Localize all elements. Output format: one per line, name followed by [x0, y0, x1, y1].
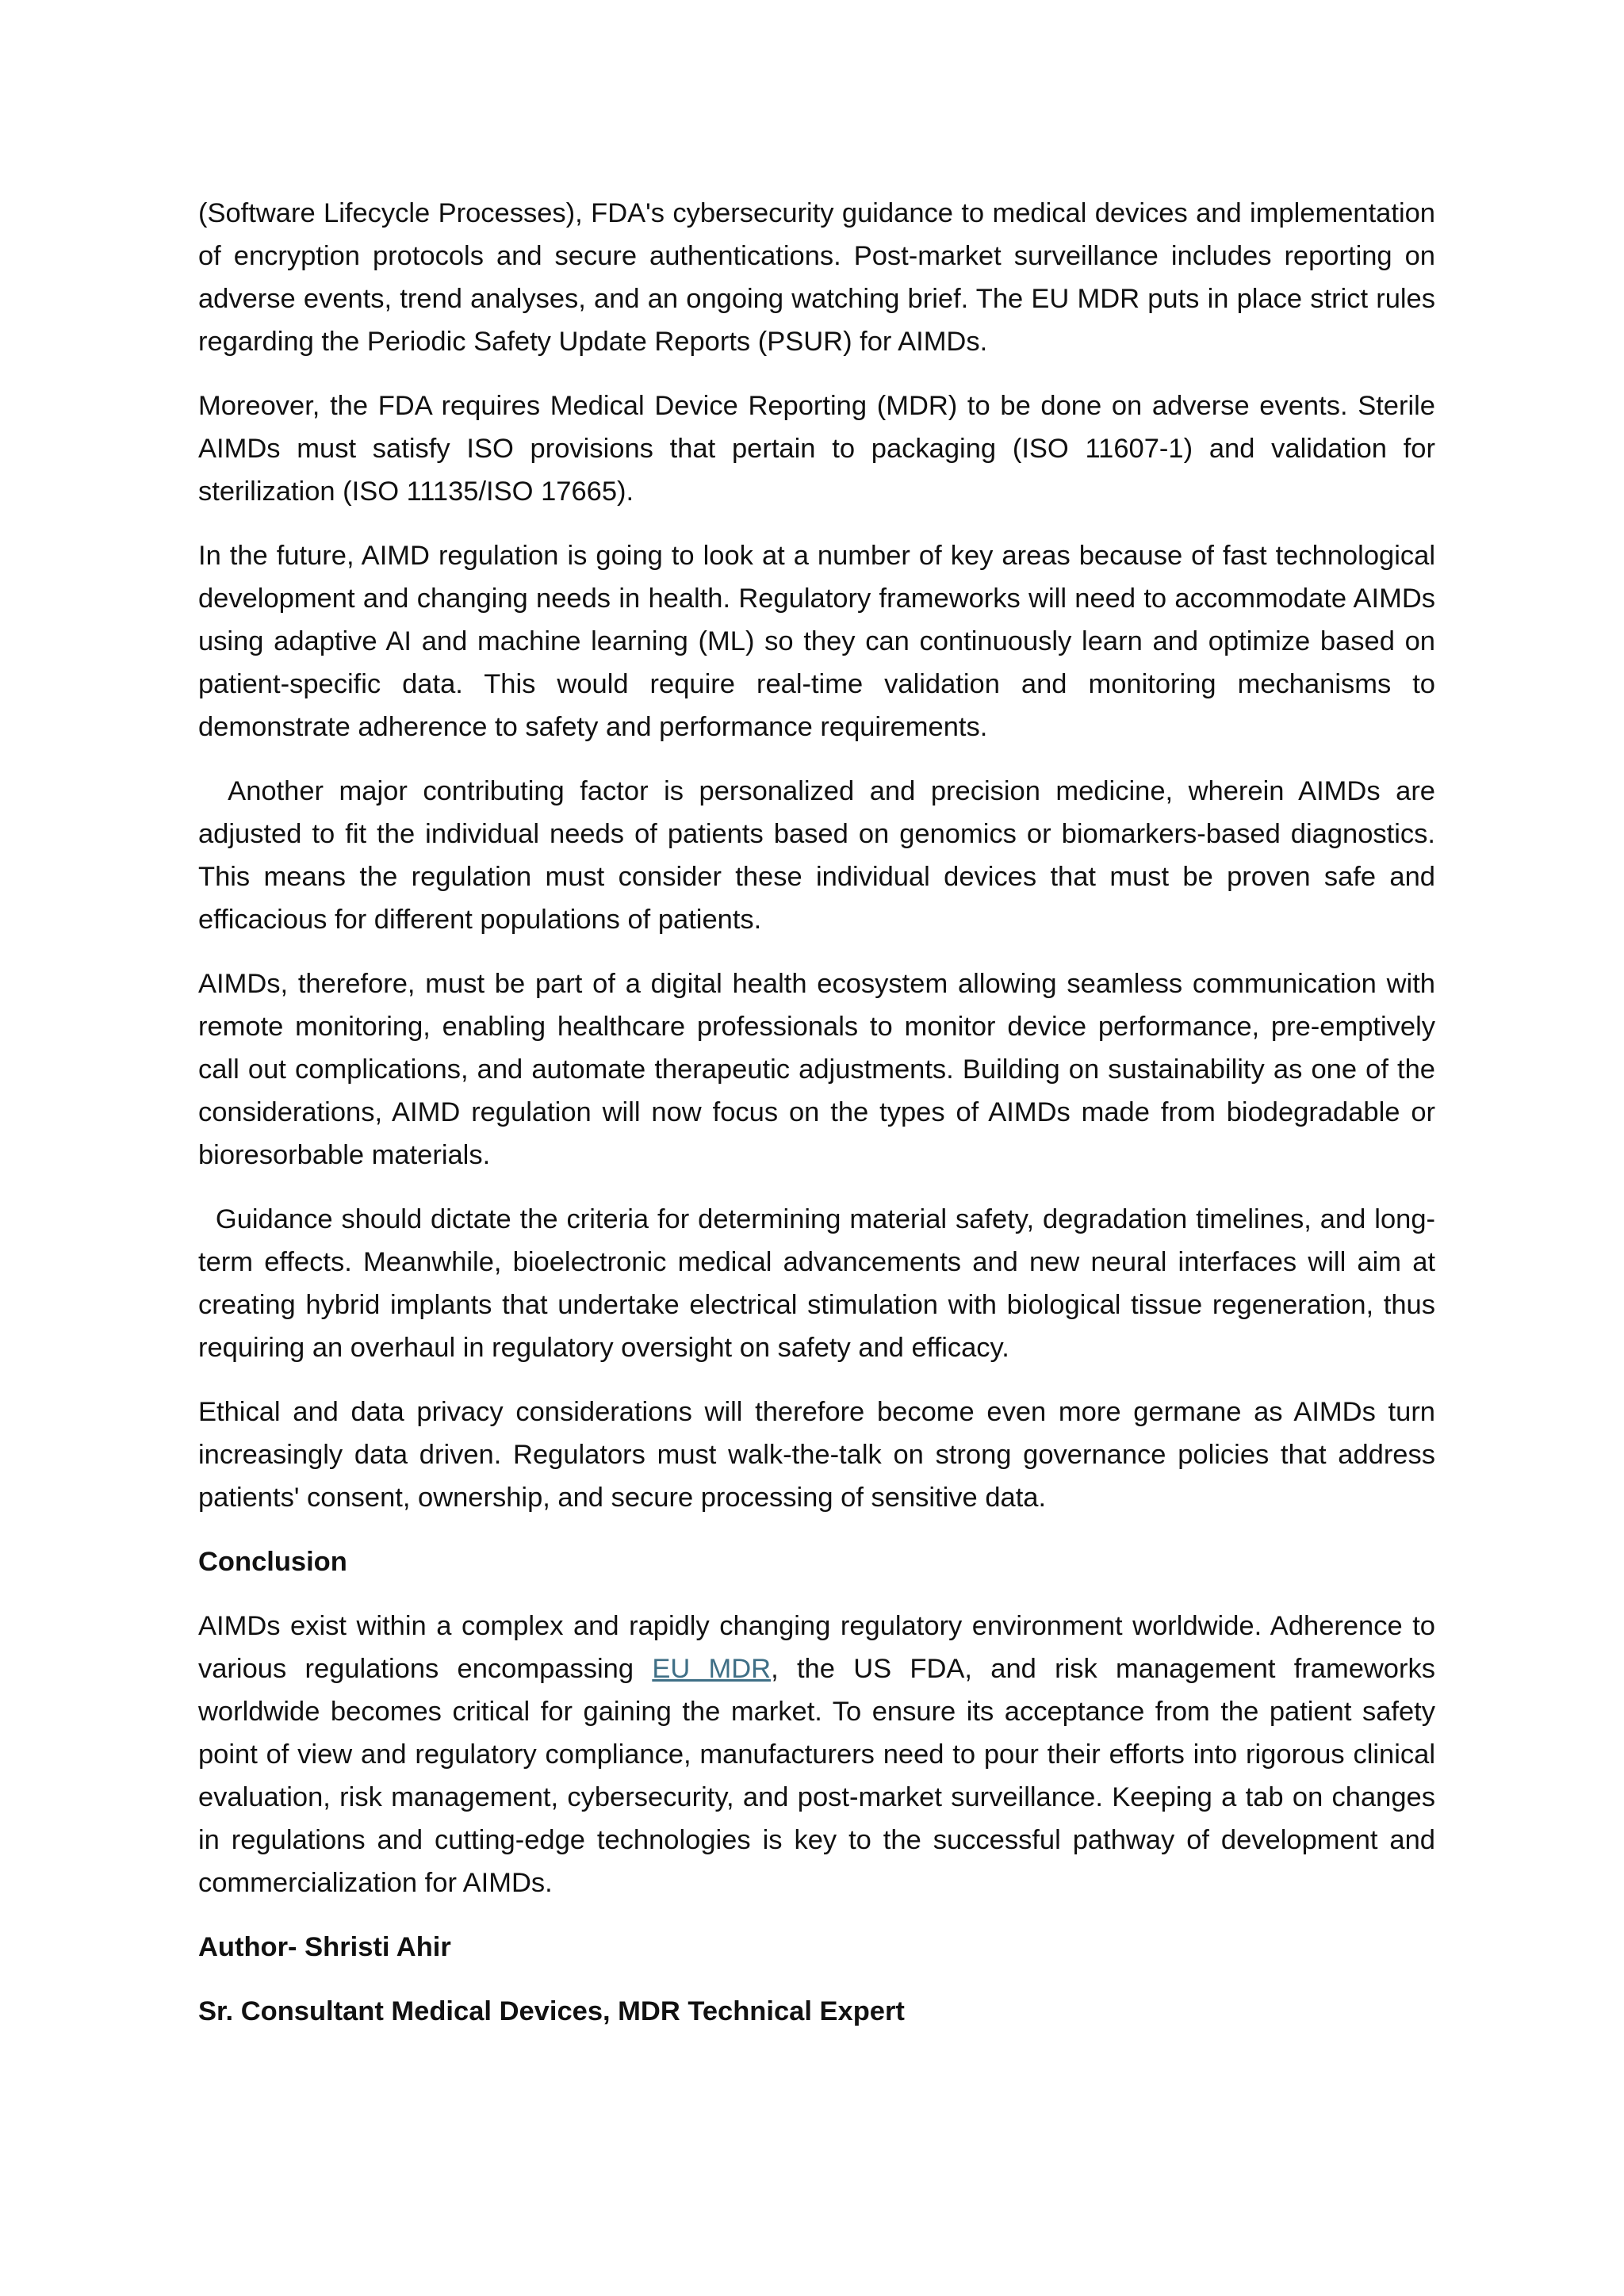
paragraph-software-lifecycle: (Software Lifecycle Processes), FDA's cybersecurity guidance to medical devices and implementation of encryption protocols and secure authentications. Post-market surveillance includes reporting on adverse events, trend analyses, and an ongoing watching brief. The EU MDR puts in place strict rules regarding the Periodic Safety Update Reports (PSUR) for AIMDs. [198, 198, 1435, 357]
conclusion-text-end: , the US FDA, and risk management frameworks worldwide becomes critical for gaining the market. To ensure its acceptance from the patient safety point of view and regulatory compliance, manufacturers need to pour their efforts into rigorous clinical evaluation, risk management, cybersecurity, and post-market surveillance. Keeping a tab on changes in regulations and cutting-edge technologies is key to the successful pathway of development and commercialization for AIMDs. [198, 1654, 1435, 1898]
paragraph-conclusion [198, 1605, 1435, 1904]
paragraph-future-regulation: In the future, AIMD regulation is going to look at a number of key areas because of fast technological development and changing needs in health. Regulatory frameworks will need to accommodate AIMDs using adaptive AI and machine learning (ML) so they can continuously learn and optimize based on patient-specific data. This would require real-time validation and monitoring mechanisms to demonstrate adherence to safety and performance requirements. [198, 541, 1435, 742]
author-line: Author- Shristi Ahir [198, 1932, 451, 1962]
paragraph-medical-device-reporting: Moreover, the FDA requires Medical Device Reporting (MDR) to be done on adverse events. Sterile AIMDs must satisfy ISO provisions that pertain to packaging (ISO 11607-1) and validation for sterilization (ISO 11135/ISO 17665). [198, 391, 1435, 507]
paragraph-guidance-materials: Guidance should dictate the criteria for determining material safety, degradation timelines, and long-term effects. Meanwhile, bioelectronic medical advancements and new neural interfaces will aim at creating hybrid implants that undertake electrical stimulation with biological tissue regeneration, thus requiring an overhaul in regulatory oversight on safety and efficacy. [198, 1204, 1435, 1363]
document-page [198, 192, 1435, 2054]
conclusion-heading: Conclusion [198, 1547, 347, 1577]
author-role-line: Sr. Consultant Medical Devices, MDR Technical Expert [198, 1996, 905, 2026]
eu-mdr-link[interactable]: EU MDR [652, 1654, 772, 1684]
paragraph-ethics-privacy: Ethical and data privacy considerations will therefore become even more germane as AIMDs turn increasingly data driven. Regulators must walk-the-talk on strong governance policies that address patients' consent, ownership, and secure processing of sensitive data. [198, 1397, 1435, 1513]
conclusion-text-start: AIMDs exist within a complex and rapidly changing regulatory environment worldwide. Adherence to various regulations encompassing [198, 1611, 1435, 1684]
paragraph-digital-health-ecosystem: AIMDs, therefore, must be part of a digital health ecosystem allowing seamless communication with remote monitoring, enabling healthcare professionals to monitor device performance, pre-emptively call out complications, and automate therapeutic adjustments. Building on sustainability as one of the considerations, AIMD regulation will now focus on the types of AIMDs made from biodegradable or bioresorbable materials. [198, 969, 1435, 1170]
paragraph-personalized-medicine: Another major contributing factor is personalized and precision medicine, wherein AIMDs are adjusted to fit the individual needs of patients based on genomics or biomarkers-based diagnostics. This means the regulation must consider these individual devices that must be proven safe and efficacious for different populations of patients. [198, 776, 1435, 935]
